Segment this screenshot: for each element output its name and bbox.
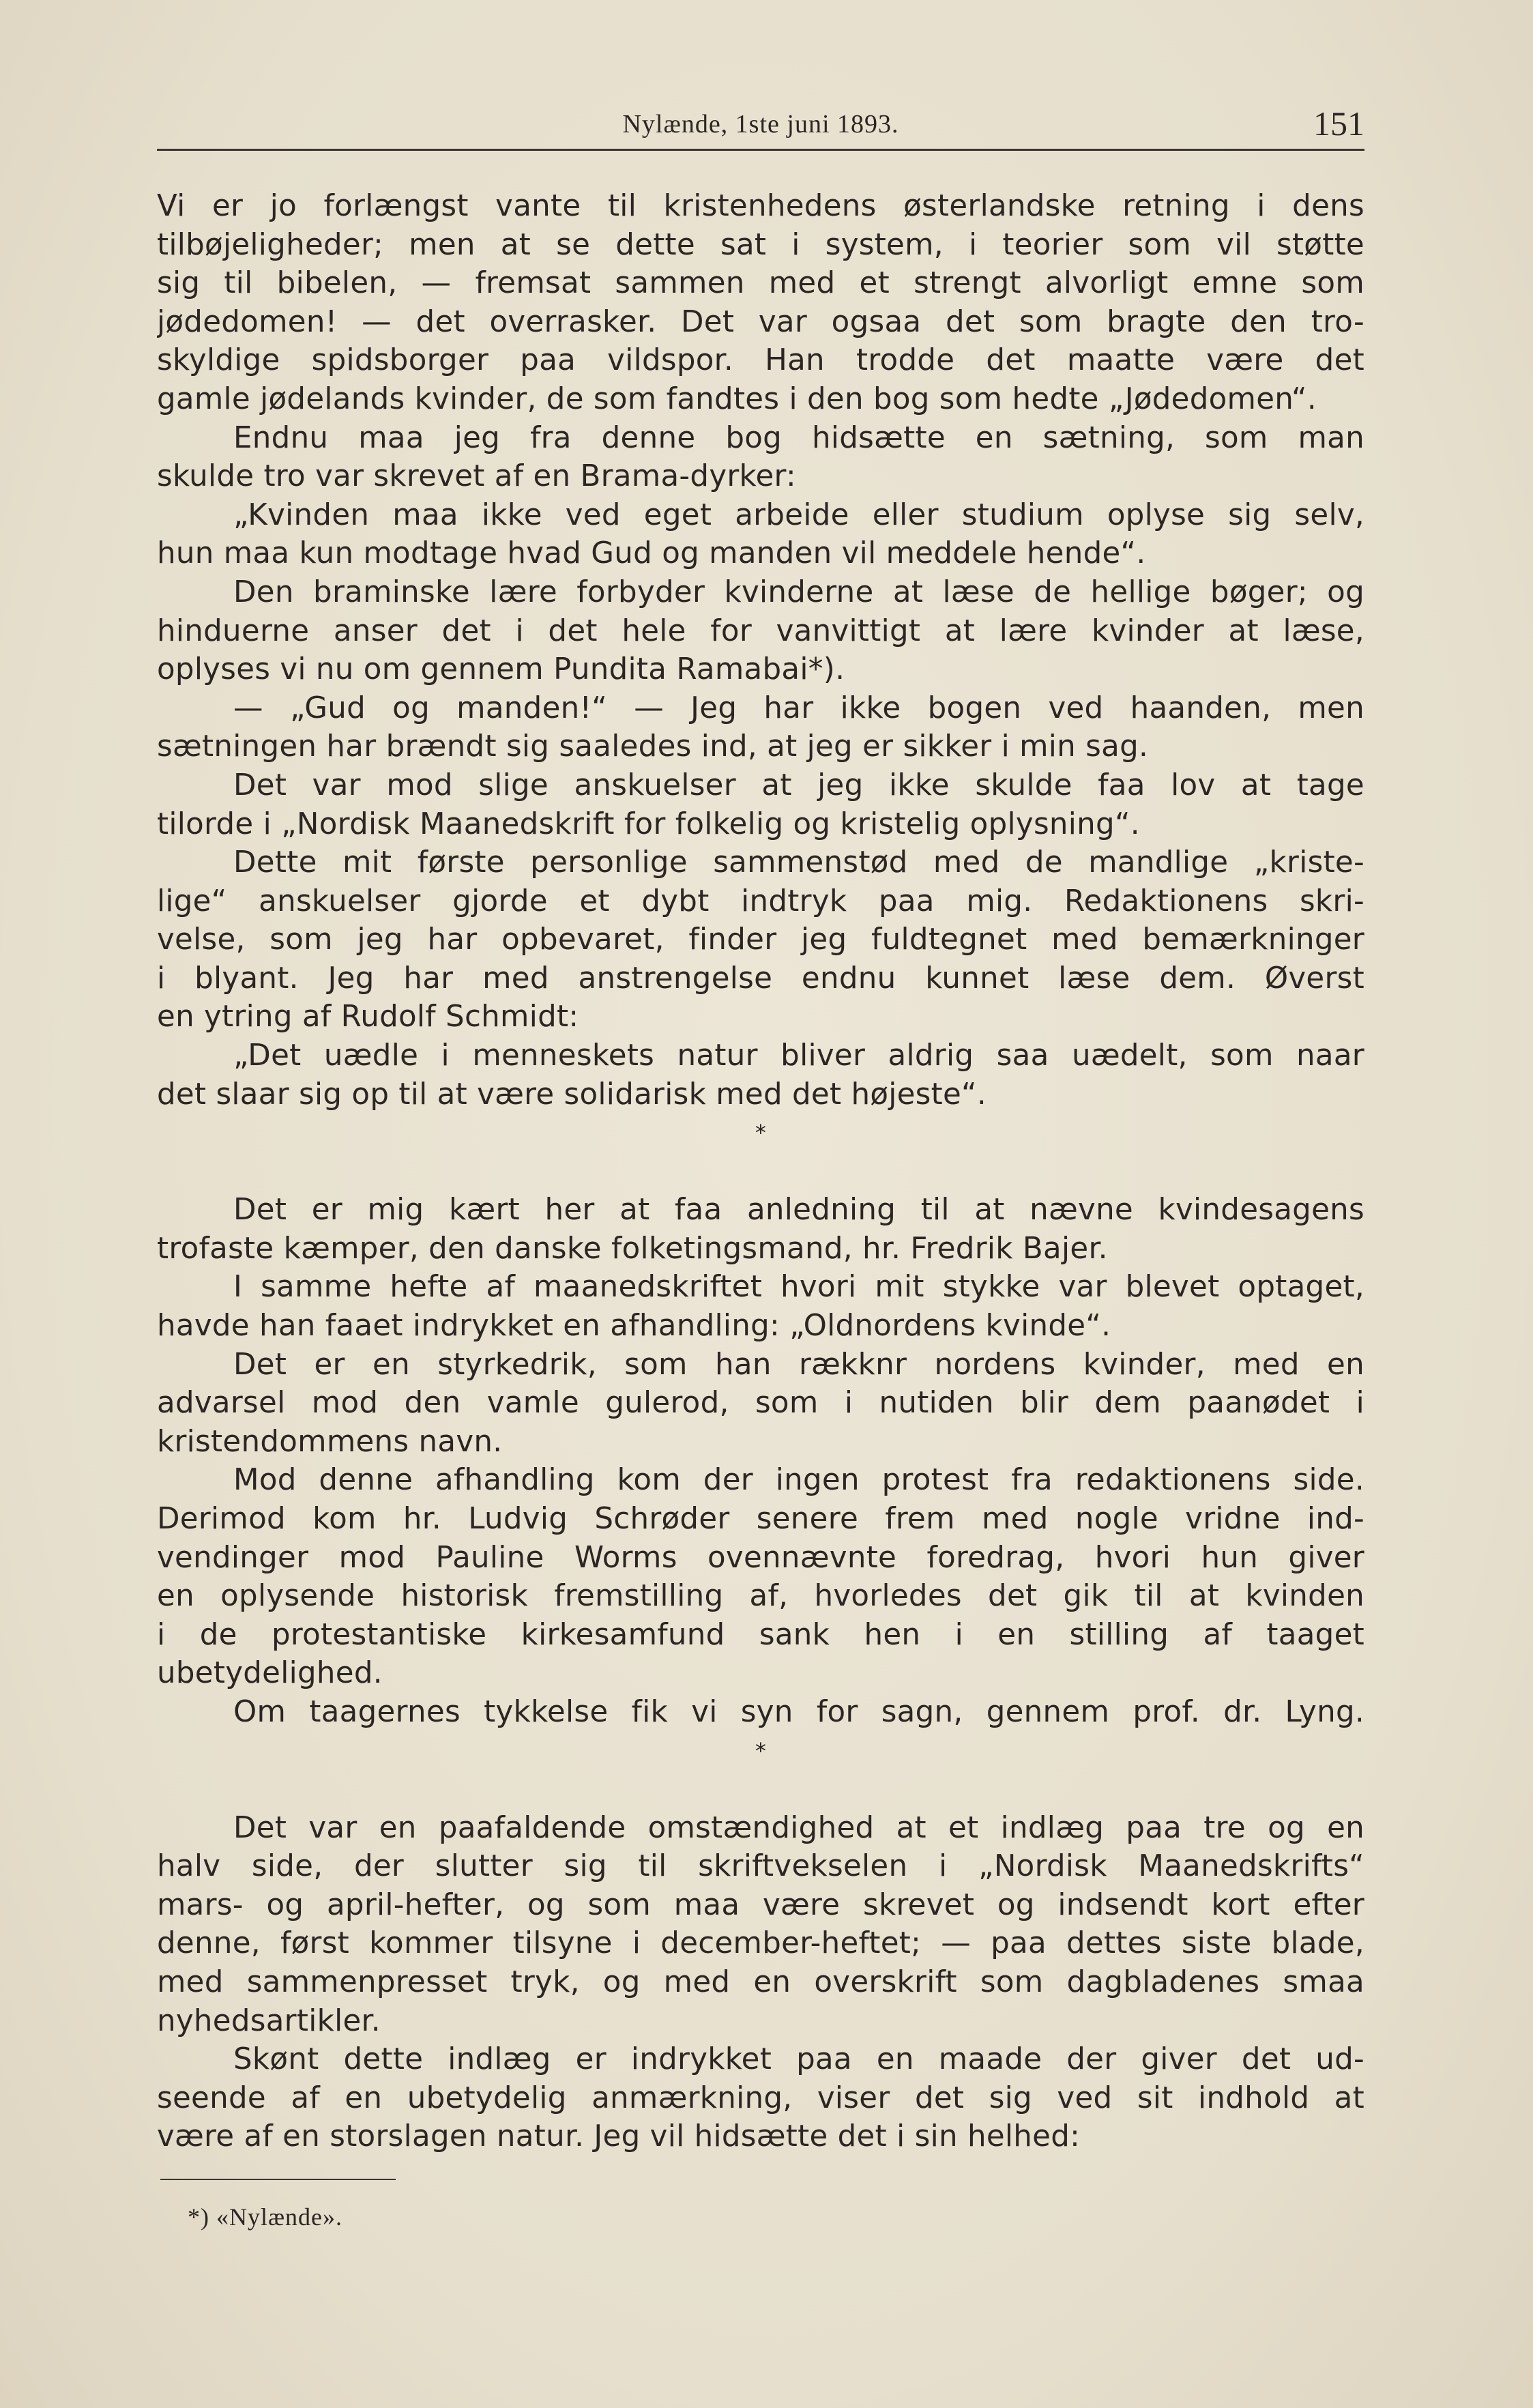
text-line: oplyses vi nu om gennem Pundita Ramabai*). — [157, 652, 845, 687]
quote-line: „Kvinden maa ikke ved eget arbeide eller studium oplyse sig selv, — [233, 497, 1364, 532]
text-line: seende af en ubetydelig anmærkning, viser det sig ved sit indhold at — [157, 2080, 1364, 2115]
text-line: Det var en paafaldende omstændighed at et indlæg paa tre og en — [233, 1810, 1364, 1845]
running-head: Nylænde, 1ste juni 1893. — [622, 110, 899, 139]
text-line: jødedomen! — det overrasker. Det var ogsaa det som bragte den tro- — [157, 304, 1364, 339]
text-line: en ytring af Rudolf Schmidt: — [157, 1000, 579, 1034]
text-line: havde han faaet indrykket en afhandling: „Oldnordens kvinde“. — [157, 1309, 1111, 1344]
text-line: Det er mig kært her at faa anledning til at nævne kvindesagens — [233, 1193, 1364, 1228]
text-line: sætningen har brændt sig saaledes ind, at jeg er sikker i min sag. — [157, 729, 1149, 764]
quote-line: „Det uædle i menneskets natur bliver aldrig saa uædelt, som naar — [233, 1039, 1364, 1073]
text-line: velse, som jeg har opbevaret, finder jeg fuldtegnet med bemærkninger — [157, 923, 1364, 957]
text-line: i blyant. Jeg har med anstrengelse endnu kunnet læse dem. Øverst — [157, 961, 1364, 996]
text-line: gamle jødelands kvinder, de som fandtes i den bog som hedte „Jødedomen“. — [157, 381, 1317, 416]
text-line: vendinger mod Pauline Worms ovennævnte foredrag, hvori hun giver — [157, 1540, 1364, 1575]
quote-line: hun maa kun modtage hvad Gud og manden vil meddele hende“. — [157, 536, 1146, 571]
text-line: Endnu maa jeg fra denne bog hidsætte en sætning, som man — [233, 420, 1364, 455]
text-line: sig til bibelen, — fremsat sammen med et strengt alvorligt emne som — [157, 266, 1364, 301]
header-rule — [157, 149, 1364, 151]
text-line: advarsel mod den vamle gulerod, som i nutiden blir dem paanødet i — [157, 1386, 1364, 1421]
text-line: i de protestantiske kirkesamfund sank hen i en stilling af taaget — [157, 1617, 1364, 1652]
text-line: en oplysende historisk fremstilling af, hvorledes det gik til at kvinden — [157, 1579, 1364, 1614]
text-line: lige“ anskuelser gjorde et dybt indtryk paa mig. Redaktionens skri- — [157, 884, 1364, 918]
text-line: med sammenpresset tryk, og med en overskrift som dagbladenes smaa — [157, 1964, 1364, 1999]
text-line: Derimod kom hr. Ludvig Schrøder senere frem med nogle vridne ind- — [157, 1502, 1364, 1536]
text-line: skyldige spidsborger paa vildspor. Han trodde det maatte være det — [157, 343, 1364, 378]
article-body — [157, 187, 1364, 2156]
text-line: Mod denne afhandling kom der ingen protest fra redaktionens side. — [233, 1463, 1364, 1498]
text-line: Den braminske lære forbyder kvinderne at læse de hellige bøger; og — [233, 575, 1364, 609]
page-header — [157, 96, 1364, 150]
text-line: nyhedsartikler. — [157, 2003, 381, 2038]
text-line: hinduerne anser det i det hele for vanvittigt at lære kvinder at læse, — [157, 613, 1364, 648]
section-separator: * — [755, 1120, 767, 1146]
text-line: Det er en styrkedrik, som han rækknr nordens kvinder, med en — [233, 1347, 1364, 1382]
text-line: tilorde i „Nordisk Maanedskrift for folkelig og kristelig oplysning“. — [157, 807, 1140, 841]
footnote: *) «Nylænde». — [188, 2203, 342, 2231]
text-line: halv side, der slutter sig til skriftvekselen i „Nordisk Maanedskrifts“ — [157, 1849, 1364, 1884]
text-line: Dette mit første personlige sammenstød med de mandlige „kriste- — [233, 845, 1364, 880]
quote-line: det slaar sig op til at være solidarisk med det højeste“. — [157, 1077, 987, 1112]
text-line: — „Gud og manden!“ — Jeg har ikke bogen ved haanden, men — [233, 691, 1364, 725]
text-line: tilbøjeligheder; men at se dette sat i system, i teorier som vil støtte — [157, 227, 1364, 262]
text-line: mars- og april-hefter, og som maa være skrevet og indsendt kort efter — [157, 1887, 1364, 1922]
text-line: denne, først kommer tilsyne i december-heftet; — paa dettes siste blade, — [157, 1926, 1364, 1961]
text-line: Vi er jo forlængst vante til kristenhedens østerlandske retning i dens — [157, 189, 1364, 223]
text-line: Skønt dette indlæg er indrykket paa en maade der giver det ud- — [233, 2042, 1364, 2077]
text-line: I samme hefte af maanedskriftet hvori mit stykke var blevet optaget, — [233, 1270, 1364, 1305]
text-line: være af en storslagen natur. Jeg vil hidsætte det i sin helhed: — [157, 2119, 1081, 2154]
text-line: skulde tro var skrevet af en Brama-dyrker: — [157, 459, 796, 494]
text-line: Om taagernes tykkelse fik vi syn for sagn, gennem prof. dr. Lyng. — [233, 1694, 1364, 1729]
text-line: trofaste kæmper, den danske folketingsmand, hr. Fredrik Bajer. — [157, 1231, 1108, 1266]
section-separator: * — [755, 1737, 767, 1764]
text-line: Det var mod slige anskuelser at jeg ikke skulde faa lov at tage — [233, 768, 1364, 802]
text-line: kristendommens navn. — [157, 1424, 503, 1459]
footnote-rule — [160, 2179, 396, 2180]
text-line: ubetydelighed. — [157, 1656, 383, 1691]
page-number: 151 — [1313, 104, 1364, 143]
